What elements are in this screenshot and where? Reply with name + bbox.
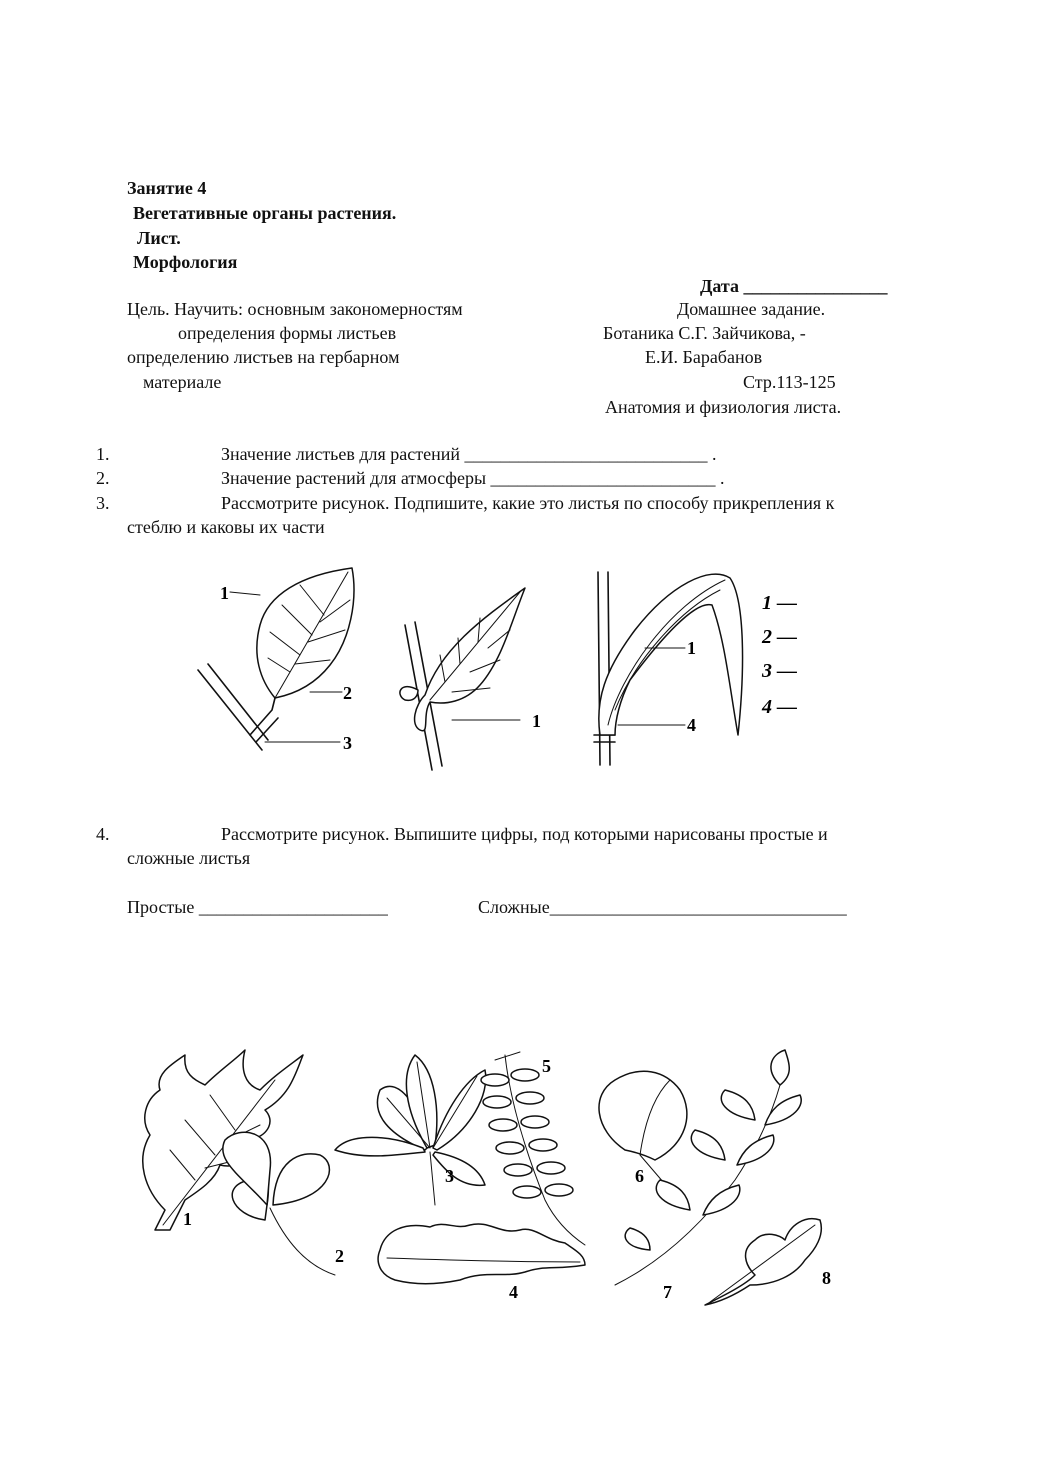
homework-title: Домашнее задание.: [677, 299, 826, 319]
task-number: 2.: [96, 468, 110, 488]
task-text-continued: стеблю и каковы их части: [127, 517, 325, 537]
lesson-section: Морфология: [133, 252, 238, 272]
label-leaf-a-1: 1: [220, 583, 229, 603]
trifoliate-leaf-2: [223, 1132, 344, 1275]
goal-line-1: Цель. Научить: основным закономерностям: [127, 299, 463, 319]
task-number: 4.: [96, 824, 110, 844]
label-leaf-c-1: 1: [687, 638, 696, 658]
label-leaf-8: 8: [822, 1268, 831, 1288]
task-number: 3.: [96, 493, 110, 513]
homework-topic: Анатомия и физиология листа.: [605, 397, 842, 417]
leaf-types-figure: [125, 1040, 915, 1315]
label-leaf-4: 4: [509, 1282, 518, 1302]
task-text: Значение растений для атмосферы _________________________ .: [221, 468, 725, 488]
homework-book: Ботаника С.Г. Зайчикова, -: [603, 323, 806, 343]
label-leaf-2: 2: [335, 1246, 344, 1266]
simple-leaves-answer: Простые _____________________: [127, 897, 388, 917]
label-leaf-5: 5: [542, 1056, 551, 1076]
lesson-subtopic: Лист.: [137, 228, 181, 248]
label-leaf-1: 1: [183, 1209, 192, 1229]
task-number: 1.: [96, 444, 110, 464]
goal-line-4: материале: [143, 372, 222, 392]
task-text-continued: сложные листья: [127, 848, 251, 868]
label-leaf-3: 3: [445, 1166, 454, 1186]
sessile-leaf-drawing: [400, 588, 541, 770]
petiolate-leaf-drawing: [198, 568, 354, 753]
homework-pages: Стр.113-125: [743, 372, 836, 392]
task-text: Рассмотрите рисунок. Подпишите, какие это листья по способу прикрепления к: [221, 493, 835, 513]
palmate-leaf-3: [335, 1055, 486, 1205]
dandelion-leaf-4: [378, 1224, 585, 1302]
label-leaf-c-4: 4: [687, 715, 696, 735]
homework-author: Е.И. Барабанов: [645, 347, 763, 367]
sheathing-leaf-drawing: [594, 572, 743, 765]
simple-leaf-6: [599, 1071, 687, 1190]
label-leaf-a-2: 2: [343, 683, 352, 703]
goal-line-2: определения формы листьев: [178, 323, 397, 343]
legend-item-1: 1 —: [762, 592, 797, 614]
goal-line-3: определению листьев на гербарном: [127, 347, 400, 367]
lesson-topic: Вегетативные органы растения.: [133, 203, 397, 223]
lesson-number: Занятие 4: [127, 178, 207, 198]
pinnate-leaf-5: [481, 1052, 585, 1245]
leaf-attachment-figure: [190, 560, 820, 775]
legend-item-2: 2 —: [762, 626, 797, 648]
legend-item-4: 4 —: [762, 696, 797, 718]
label-leaf-6: 6: [635, 1166, 644, 1186]
figure-legend: [761, 592, 797, 718]
task-text: Значение листьев для растений ___________________________ .: [221, 444, 717, 464]
legend-item-3: 3 —: [762, 660, 797, 682]
date-field: Дата ________________: [700, 276, 888, 296]
task-text: Рассмотрите рисунок. Выпишите цифры, под которыми нарисованы простые и: [221, 824, 828, 844]
label-leaf-7: 7: [663, 1282, 672, 1302]
label-leaf-b-1: 1: [532, 711, 541, 731]
lobed-leaf-8: [705, 1219, 831, 1305]
label-leaf-a-3: 3: [343, 733, 352, 753]
compound-leaves-answer: Сложные_________________________________: [478, 897, 847, 917]
